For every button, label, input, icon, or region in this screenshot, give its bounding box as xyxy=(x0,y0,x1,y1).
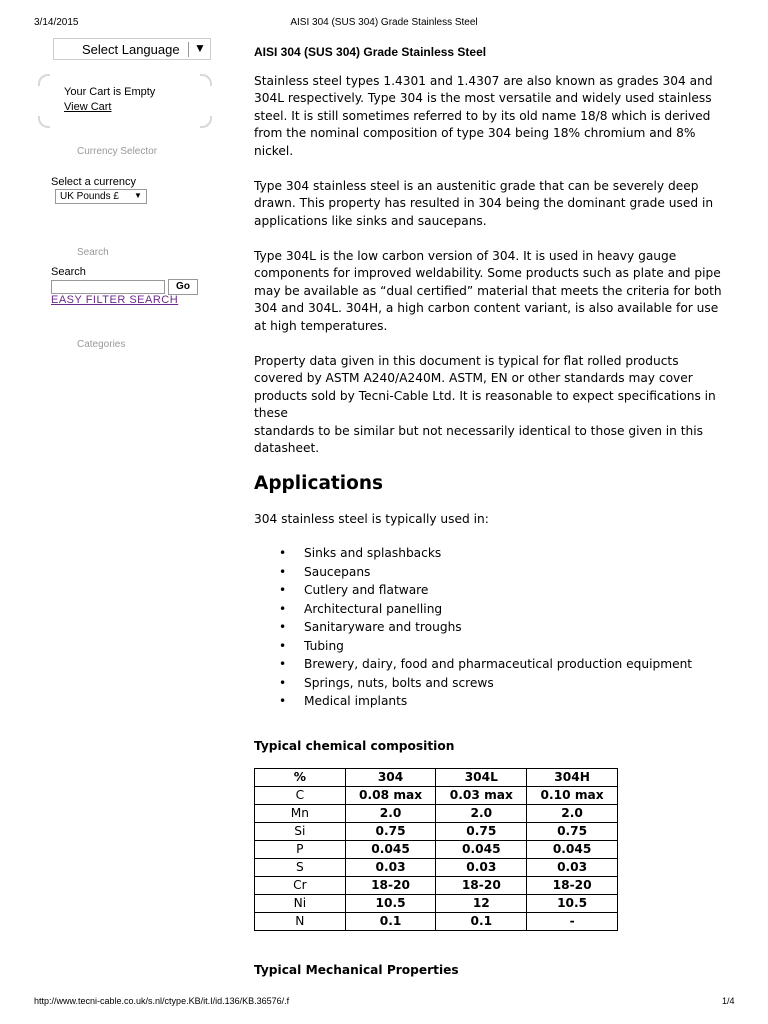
table-row xyxy=(255,805,618,823)
table-cell: 0.03 max xyxy=(436,787,527,805)
currency-value: UK Pounds £ xyxy=(60,191,119,202)
table-cell: Ni xyxy=(255,895,346,913)
table-cell: Si xyxy=(255,823,346,841)
table-row xyxy=(255,787,618,805)
applications-list xyxy=(254,545,724,712)
table-row xyxy=(255,823,618,841)
table-cell: 12 xyxy=(436,895,527,913)
austenitic-paragraph: Type 304 stainless steel is an austenitic grade that can be severely deep drawn. This property has resulted in 304 being the dominant grade used in applications like sinks and saucepans. xyxy=(254,179,714,228)
table-cell: 0.045 xyxy=(436,841,527,859)
list-item: • Medical implants xyxy=(279,694,408,708)
table-cell: 10.5 xyxy=(527,895,618,913)
table-cell: 18-20 xyxy=(345,877,436,895)
list-item: • Sanitaryware and troughs xyxy=(279,620,462,634)
table-cell: 18-20 xyxy=(436,877,527,895)
language-label: Select Language xyxy=(82,42,180,57)
table-header: % xyxy=(255,769,346,787)
table-cell: C xyxy=(255,787,346,805)
page-number: 1/4 xyxy=(722,996,735,1006)
mechanical-properties-heading: Typical Mechanical Properties xyxy=(254,963,459,977)
table-cell: 2.0 xyxy=(345,805,436,823)
table-cell: 0.1 xyxy=(345,913,436,931)
applications-heading: Applications xyxy=(254,473,384,494)
view-cart-link[interactable]: View Cart xyxy=(64,101,112,113)
intro-paragraph: Stainless steel types 1.4301 and 1.4307 are also known as grades 304 and 304L respectively. Type 304 is the most versatile and widely used stainless steel. It is still sometimes referred to by its old name 18/8 which is derived from the nominal composition of type 304 being 18% chromium and 8% nickel. xyxy=(254,74,713,158)
table-cell: 0.045 xyxy=(345,841,436,859)
table-cell: P xyxy=(255,841,346,859)
chemical-composition-table xyxy=(254,768,618,931)
list-item: • Springs, nuts, bolts and screws xyxy=(279,675,494,690)
table-header-row xyxy=(255,769,618,787)
list-item: • Architectural panelling xyxy=(279,601,443,616)
table-cell: 2.0 xyxy=(436,805,527,823)
search-heading: Search xyxy=(77,247,109,258)
table-cell: 0.03 xyxy=(345,859,436,877)
table-cell: 0.10 max xyxy=(527,787,618,805)
low-carbon-paragraph: Type 304L is the low carbon version of 304. It is used in heavy gauge components for improved weldability. Some products such as plate and pipe may be available as “dual certified” material that meets the criteria for both 304 and 304L. 304H, a high carbon content variant, is also available for use at high temperatures. xyxy=(254,249,722,333)
print-date: 3/14/2015 xyxy=(34,17,79,28)
table-cell: 10.5 xyxy=(345,895,436,913)
table-cell: Mn xyxy=(255,805,346,823)
table-cell: - xyxy=(527,913,618,931)
table-cell: 0.75 xyxy=(345,823,436,841)
table-cell: 18-20 xyxy=(527,877,618,895)
cart-status: Your Cart is Empty xyxy=(64,86,156,98)
chevron-down-icon: ▼ xyxy=(134,191,142,200)
table-row xyxy=(255,895,618,913)
select-currency-label: Select a currency xyxy=(51,176,136,188)
table-cell: 0.045 xyxy=(527,841,618,859)
currency-select[interactable] xyxy=(55,189,147,204)
table-cell: 0.03 xyxy=(527,859,618,877)
table-cell: S xyxy=(255,859,346,877)
currency-heading: Currency Selector xyxy=(77,146,158,157)
footer-url: http://www.tecni-cable.co.uk/s.nl/ctype.KB/it.I/id.136/KB.36576/.f xyxy=(34,996,290,1006)
table-cell: N xyxy=(255,913,346,931)
list-item: • Saucepans xyxy=(279,564,371,579)
table-header: 304H xyxy=(527,769,618,787)
table-cell: Cr xyxy=(255,877,346,895)
table-header: 304 xyxy=(345,769,436,787)
table-cell: 0.75 xyxy=(527,823,618,841)
table-cell: 0.75 xyxy=(436,823,527,841)
list-item: • Brewery, dairy, food and pharmaceutical production equipment xyxy=(279,657,693,671)
cart-widget xyxy=(38,74,212,128)
table-row xyxy=(255,841,618,859)
property-paragraph: Property data given in this document is typical for flat rolled products covered by ASTM A240/A240M. ASTM, EN or other standards may cover products sold by Tecni-Cable Ltd. It is reasonable to expect specifications in these standards to be similar but not necessarily identical to those given in this datasheet. xyxy=(254,354,716,456)
search-label: Search xyxy=(51,266,86,278)
table-header: 304L xyxy=(436,769,527,787)
table-row xyxy=(255,913,618,931)
table-cell: 0.03 xyxy=(436,859,527,877)
list-item: • Cutlery and flatware xyxy=(279,583,429,597)
easy-filter-search-link[interactable]: EASY FILTER SEARCH xyxy=(51,294,179,306)
list-item: • Tubing xyxy=(279,638,344,653)
categories-heading: Categories xyxy=(77,339,126,350)
table-row xyxy=(255,859,618,877)
search-input[interactable] xyxy=(51,280,165,294)
chevron-down-icon: ▼ xyxy=(194,41,206,55)
applications-intro: 304 stainless steel is typically used in: xyxy=(254,512,489,526)
table-row xyxy=(255,877,618,895)
list-item: • Sinks and splashbacks xyxy=(279,546,442,560)
chemical-composition-heading: Typical chemical composition xyxy=(254,739,455,753)
table-cell: 2.0 xyxy=(527,805,618,823)
print-title: AISI 304 (SUS 304) Grade Stainless Steel xyxy=(290,17,478,28)
page-title: AISI 304 (SUS 304) Grade Stainless Steel xyxy=(254,45,487,59)
table-cell: 0.08 max xyxy=(345,787,436,805)
go-button[interactable]: Go xyxy=(168,279,198,295)
language-selector[interactable] xyxy=(53,38,211,60)
table-cell: 0.1 xyxy=(436,913,527,931)
